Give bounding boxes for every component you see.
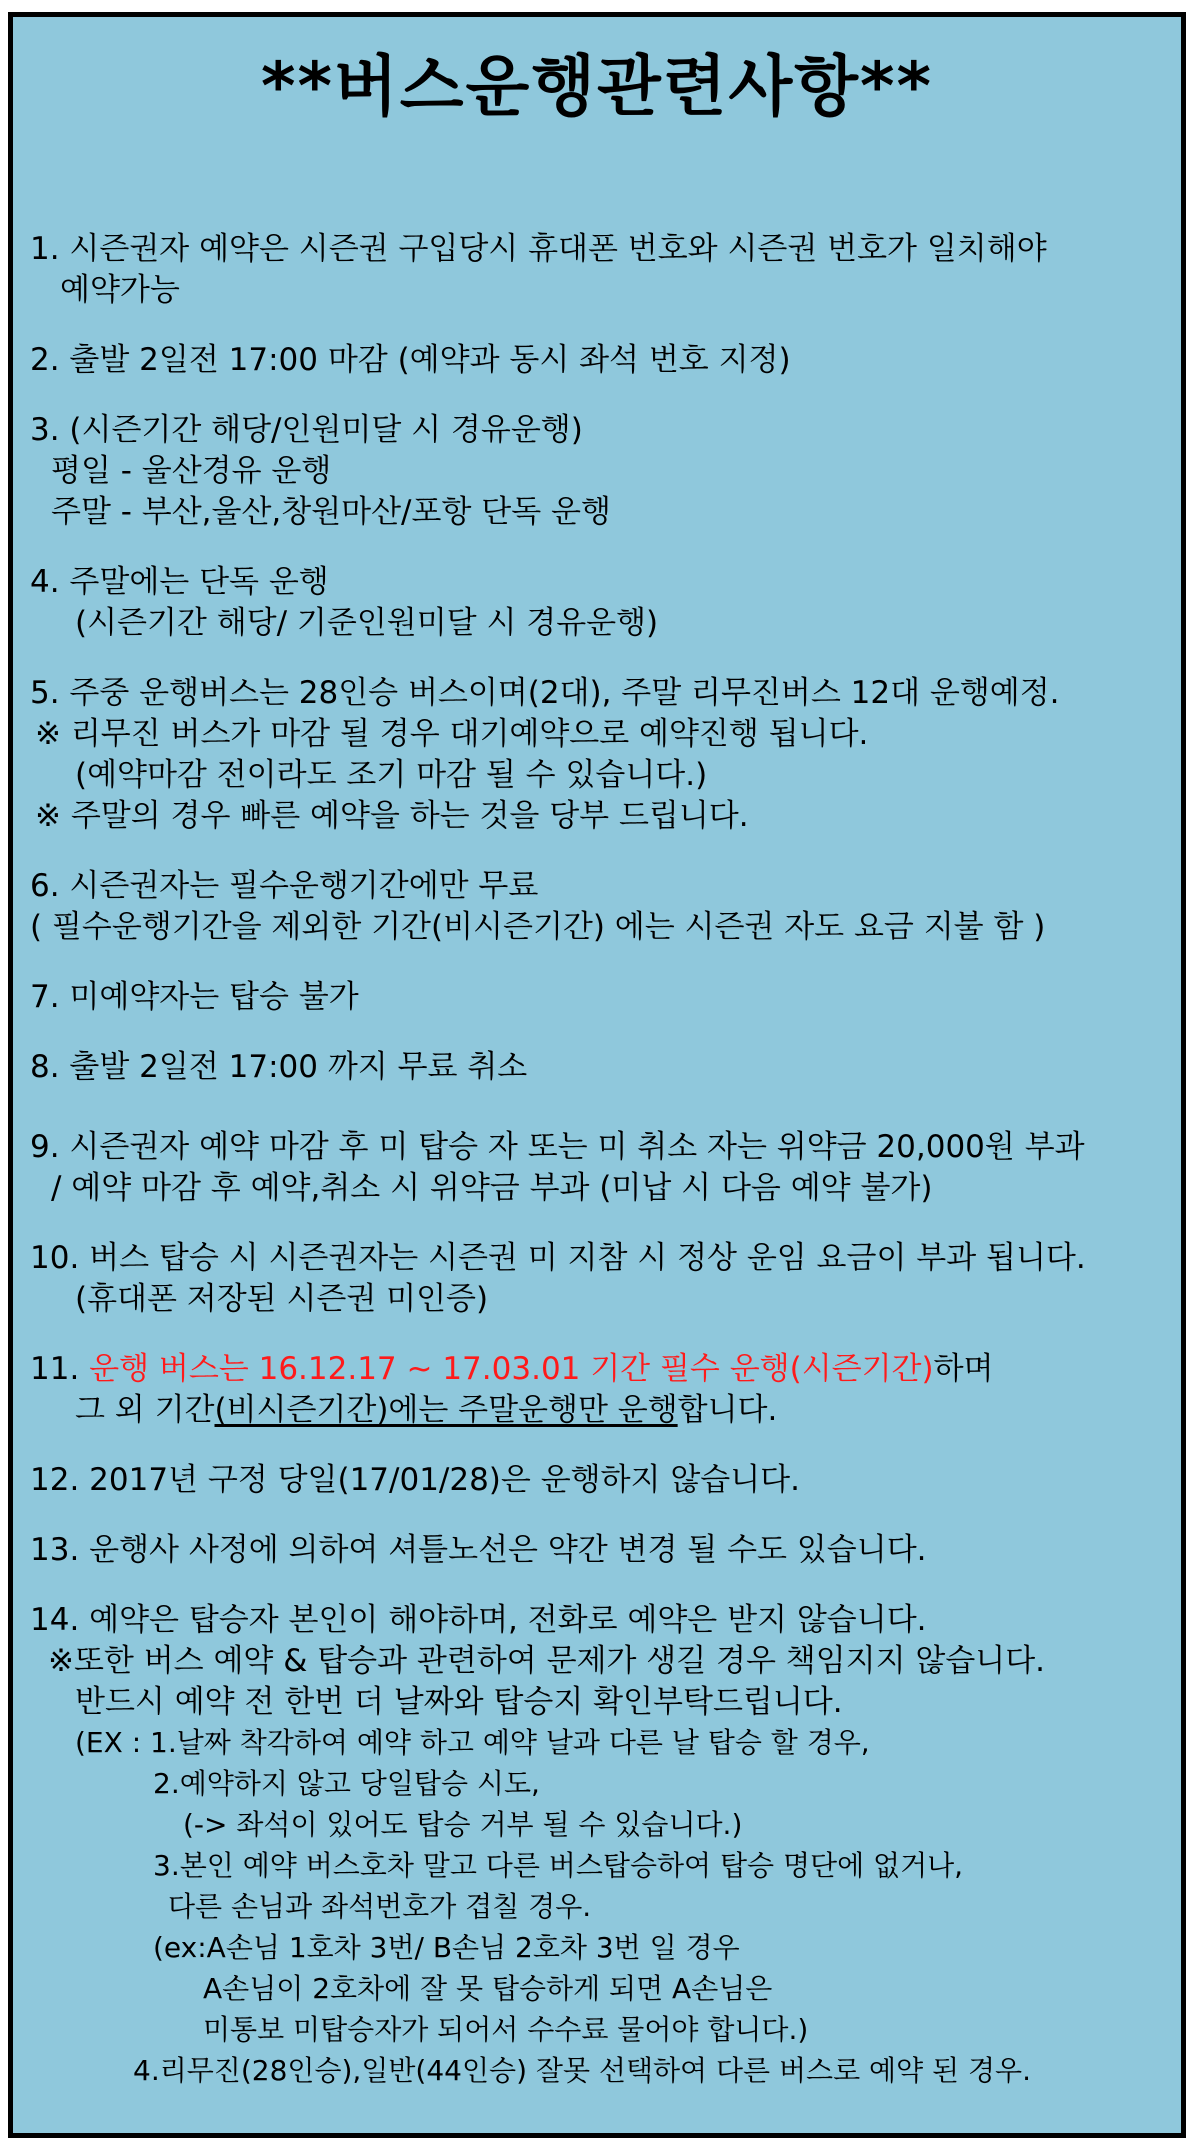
item-13-line-1: 13. 운행사 사정에 의하여 셔틀노선은 약간 변경 될 수도 있습니다. (30, 1532, 927, 1568)
item-1-line-2: 예약가능 (60, 272, 180, 308)
item-5-note-1-detail: (예약마감 전이라도 조기 마감 될 수 있습니다.) (75, 757, 708, 793)
item-1-line-1: 1. 시즌권자 예약은 시즌권 구입당시 휴대폰 번호와 시즌권 번호가 일치해야 (30, 231, 1047, 267)
item-11-line-2-post: 합니다. (677, 1392, 778, 1428)
item-14-example-2: 2.예약하지 않고 당일탑승 시도, (153, 1767, 540, 1800)
item-11-line-1 (30, 1349, 994, 1389)
item-14-line-1: 14. 예약은 탑승자 본인이 해야하며, 전화로 예약은 받지 않습니다. (30, 1602, 927, 1638)
item-6-line-1: 6. 시즌권자는 필수운행기간에만 무료 (30, 868, 539, 904)
item-3-line-2: 평일 - 울산경유 운행 (51, 453, 332, 489)
item-14-example-3-ex-cont: A손님이 2호차에 잘 못 탑승하게 되면 A손님은 (203, 1972, 773, 2005)
item-5-note-1: ※ 리무진 버스가 마감 될 경우 대기예약으로 예약진행 됩니다. (35, 716, 869, 752)
item-14-example-1: (EX : 1.날짜 착각하여 예약 하고 예약 날과 다른 날 탑승 할 경우, (75, 1726, 870, 1759)
item-5-line-1: 5. 주중 운행버스는 28인승 버스이며(2대), 주말 리무진버스 12대 운행예정. (30, 675, 1060, 711)
item-14-example-3-ex-end: 미통보 미탑승자가 되어서 수수료 물어야 합니다.) (203, 2013, 809, 2046)
item-11-line-2 (75, 1390, 777, 1430)
item-11-highlight: 운행 버스는 16.12.17 ~ 17.03.01 기간 필수 운행(시즌기간) (89, 1351, 934, 1387)
item-3-line-3: 주말 - 부산,울산,창원마산/포항 단독 운행 (51, 494, 611, 530)
item-9-line-2: / 예약 마감 후 예약,취소 시 위약금 부과 (미납 시 다음 예약 불가) (51, 1170, 933, 1206)
item-14-example-3-ex: (ex:A손님 1호차 3번/ B손님 2호차 3번 일 경우 (153, 1931, 740, 1964)
notice-panel (8, 12, 1186, 2138)
item-12-line-1: 12. 2017년 구정 당일(17/01/28)은 운행하지 않습니다. (30, 1462, 800, 1498)
item-4-line-2: (시즌기간 해당/ 기준인원미달 시 경유운행) (75, 605, 659, 641)
item-2-line-1: 2. 출발 2일전 17:00 마감 (예약과 동시 좌석 번호 지정) (30, 342, 791, 378)
item-14-example-3-cont: 다른 손님과 좌석번호가 겹칠 경우. (168, 1890, 592, 1923)
item-9-line-1: 9. 시즌권자 예약 마감 후 미 탑승 자 또는 미 취소 자는 위약금 20,000원 부과 (30, 1129, 1085, 1165)
item-11-tail: 하며 (933, 1351, 994, 1387)
item-11-number: 11. (30, 1351, 80, 1387)
item-14-example-2-detail: (-> 좌석이 있어도 탑승 거부 될 수 있습니다.) (183, 1808, 743, 1841)
item-11-line-2-pre: 그 외 기간 (75, 1392, 215, 1428)
page-title: **버스운행관련사항** (260, 48, 934, 125)
item-14-line-3: 반드시 예약 전 한번 더 날짜와 탑승지 확인부탁드립니다. (75, 1684, 843, 1720)
item-5-note-2: ※ 주말의 경우 빠른 예약을 하는 것을 당부 드립니다. (35, 798, 749, 834)
item-14-note: ※또한 버스 예약 & 탑승과 관련하여 문제가 생길 경우 책임지지 않습니다. (48, 1643, 1046, 1679)
item-7-line-1: 7. 미예약자는 탑승 불가 (30, 979, 359, 1015)
item-10-line-2: (휴대폰 저장된 시즌권 미인증) (75, 1281, 489, 1317)
item-14-example-3: 3.본인 예약 버스호차 말고 다른 버스탑승하여 탑승 명단에 없거나, (153, 1849, 964, 1882)
item-14-example-4: 4.리무진(28인승),일반(44인승) 잘못 선택하여 다른 버스로 예약 된 경우. (133, 2054, 1031, 2087)
item-8-line-1: 8. 출발 2일전 17:00 까지 무료 취소 (30, 1049, 528, 1085)
item-10-line-1: 10. 버스 탑승 시 시즌권자는 시즌권 미 지참 시 정상 운임 요금이 부과 됩니다. (30, 1240, 1086, 1276)
item-6-line-2: ( 필수운행기간을 제외한 기간(비시즌기간) 에는 시즌권 자도 요금 지불 함 ) (30, 909, 1046, 945)
item-4-line-1: 4. 주말에는 단독 운행 (30, 564, 329, 600)
item-11-underlined: (비시즌기간)에는 주말운행만 운행 (214, 1392, 678, 1428)
item-3-line-1: 3. (시즌기간 해당/인원미달 시 경유운행) (30, 412, 583, 448)
